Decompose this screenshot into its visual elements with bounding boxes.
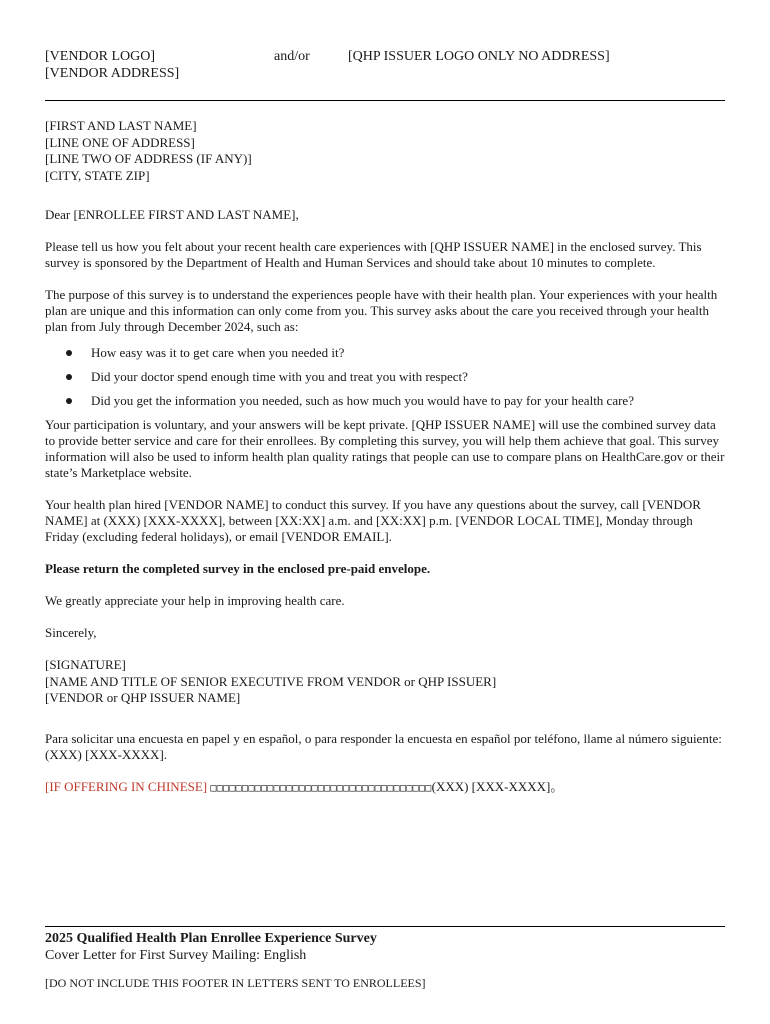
- footer-title: 2025 Qualified Health Plan Enrollee Experience Survey: [45, 931, 377, 946]
- signature-block: [45, 657, 725, 707]
- return-instruction: Please return the completed survey in the enclosed pre-paid envelope.: [45, 561, 431, 576]
- vendor-or-issuer-placeholder: [VENDOR or QHP ISSUER NAME]: [45, 690, 241, 705]
- paragraph-contact: Your health plan hired [VENDOR NAME] to conduct this survey. If you have any questions about the survey, call [VENDOR NAME] at (XXX) [XXX-XXXX], between [XX:XX] a.m. and [XX:XX] p.m. [VENDOR LOCAL TIME], Monday through Friday (excluding federal holidays), or email [VENDOR EMAIL].: [45, 497, 701, 544]
- salutation: Dear [ENROLLEE FIRST AND LAST NAME],: [45, 207, 299, 222]
- signature-placeholder: [SIGNATURE]: [45, 657, 126, 672]
- letter-body: [45, 207, 725, 813]
- chinese-text-glyphs: □□□□□□□□□□□□□□□□□□□□□□□□□□□□□□□□□□□: [210, 782, 432, 794]
- qhp-issuer-logo-placeholder: [QHP ISSUER LOGO ONLY NO ADDRESS]: [348, 49, 610, 64]
- chinese-notice: [45, 779, 725, 797]
- address-line-two: [LINE TWO OF ADDRESS (IF ANY)]: [45, 151, 252, 166]
- footer-subtitle: Cover Letter for First Survey Mailing: English: [45, 948, 307, 963]
- letter-page: [45, 0, 725, 1024]
- bullet-icon: [66, 398, 72, 404]
- paragraph-appreciation: We greatly appreciate your help in improving health care.: [45, 593, 345, 608]
- question-list: [45, 345, 725, 409]
- header-divider: [45, 100, 725, 101]
- list-item: [45, 345, 725, 361]
- list-item: [45, 393, 725, 409]
- list-item-text: Did your doctor spend enough time with you and treat you with respect?: [91, 369, 468, 384]
- recipient-name: [FIRST AND LAST NAME]: [45, 118, 197, 133]
- vendor-logo-placeholder: [VENDOR LOGO]: [45, 49, 156, 64]
- paragraph-purpose: The purpose of this survey is to understand the experiences people have with their health plan. Your experiences with your health plan are unique and this information can only come from you. This survey asks about the care you received through your health plan from July through December 2024, such as:: [45, 287, 718, 334]
- closing: Sincerely,: [45, 625, 97, 640]
- address-line-one: [LINE ONE OF ADDRESS]: [45, 134, 195, 150]
- executive-title-placeholder: [NAME AND TITLE OF SENIOR EXECUTIVE FROM VENDOR or QHP ISSUER]: [45, 673, 497, 689]
- address-city-state-zip: [CITY, STATE ZIP]: [45, 167, 150, 183]
- chinese-phone: (XXX) [XXX-XXXX]。: [431, 778, 564, 794]
- vendor-block: [45, 48, 179, 82]
- bullet-icon: [66, 374, 72, 380]
- paragraph-participation: Your participation is voluntary, and your answers will be kept private. [QHP ISSUER NAME] will use the combined survey data to provide better service and care for their enrollees. By completing this survey, you will help them achieve that goal. This survey information will also be used to inform health plan quality ratings that people can use to compare plans on HealthCare.gov or their state’s Marketplace website.: [45, 417, 725, 480]
- list-item-text: Did you get the information you needed, such as how much you would have to pay for your health care?: [91, 393, 634, 408]
- list-item-text: How easy was it to get care when you needed it?: [91, 345, 345, 360]
- vendor-address-placeholder: [VENDOR ADDRESS]: [45, 66, 180, 81]
- chinese-option-label: [IF OFFERING IN CHINESE]: [45, 778, 208, 794]
- footer-divider: [45, 926, 725, 927]
- spanish-notice: Para solicitar una encuesta en papel y en español, o para responder la encuesta en español por teléfono, llame al número siguiente: (XXX) [XXX-XXXX].: [45, 730, 722, 762]
- paragraph-intro: Please tell us how you felt about your recent health care experiences with [QHP ISSUER NAME] in the enclosed survey. This survey is sponsored by the Department of Health and Human Services and should take about 10 minutes to complete.: [45, 239, 702, 270]
- recipient-address: [45, 118, 252, 184]
- footer-note: [DO NOT INCLUDE THIS FOOTER IN LETTERS SENT TO ENROLLEES]: [45, 976, 426, 990]
- document-footer: [45, 930, 725, 991]
- andor-text: and/or: [274, 49, 310, 64]
- bullet-icon: [66, 350, 72, 356]
- list-item: [45, 369, 725, 385]
- letterhead: [45, 48, 725, 88]
